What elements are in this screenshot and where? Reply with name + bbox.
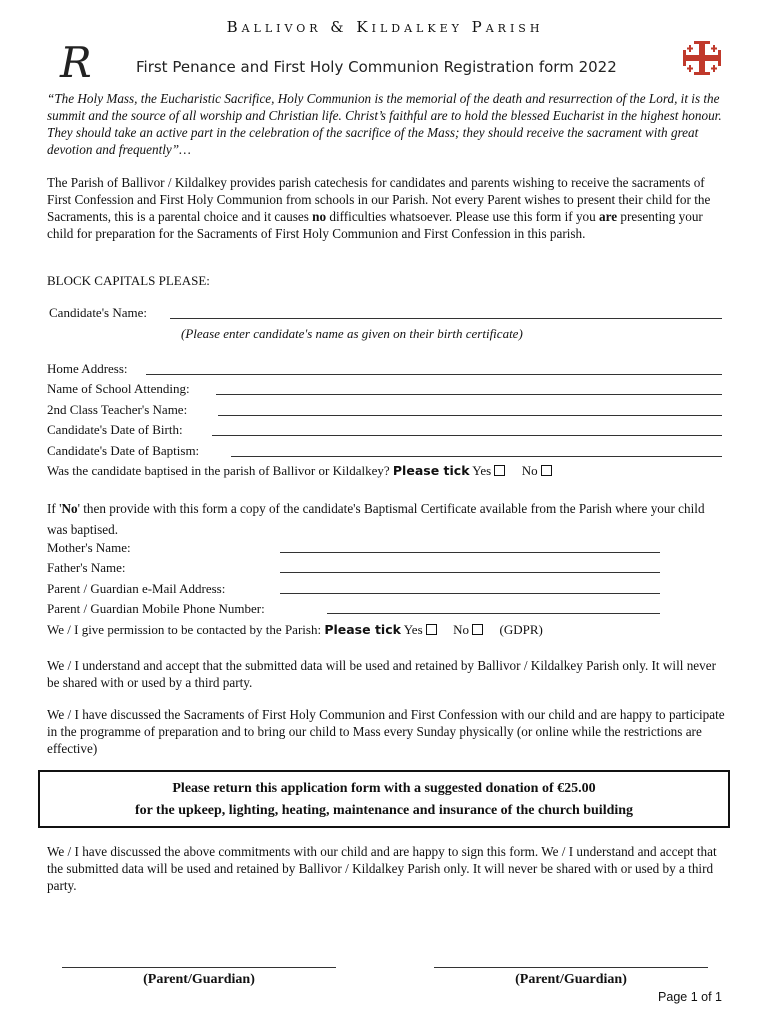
intro-are-emphasis: are xyxy=(599,209,618,224)
candidate-name-field[interactable] xyxy=(170,318,722,319)
father-name-field[interactable] xyxy=(280,572,660,573)
parish-name: Ballivor & Kildalkey Parish xyxy=(226,18,544,36)
baptised-in-parish-question: Was the candidate baptised in the parish of Ballivor or Kildalkey? Please tick Yes No xyxy=(47,463,552,479)
candidate-name-label: Candidate's Name: xyxy=(49,305,148,320)
donation-line-2: for the upkeep, lighting, heating, maintenance and insurance of the church building xyxy=(134,803,634,818)
baptism-date-field[interactable] xyxy=(231,456,722,457)
dob-field[interactable] xyxy=(212,435,722,436)
email-field[interactable] xyxy=(280,593,660,594)
intro-paragraph: The Parish of Ballivor / Kildalkey provides parish catechesis for candidates and parents wishing to receive the sacraments of First Confession and First Holy Communion from schools in our Parish. Not every Parent wishes to present their child for the Sacraments, this is a parental choice and it causes no difficulties whatsoever. Please use this form if you are presenting your child for preparation for the Sacraments of First Holy Communion and First Confession in this parish. xyxy=(47,175,711,241)
jerusalem-cross-icon xyxy=(680,38,724,78)
mother-name-field[interactable] xyxy=(280,552,660,553)
baptised-no-checkbox[interactable] xyxy=(541,465,552,476)
home-address-label: Home Address: xyxy=(47,361,128,376)
final-statement: We / I have discussed the above commitments with our child and are happy to sign this form. We / I understand and accept that the submitted data will be used and retained by Ballivor / Kildalkey Parish only. It will never be shared with or used by a third party. xyxy=(47,844,717,893)
signature-label-right: (Parent/Guardian) xyxy=(515,972,627,987)
baptism-date-label: Candidate's Date of Baptism: xyxy=(47,443,200,458)
intro-no-emphasis: no xyxy=(312,209,327,224)
signature-line-left[interactable] xyxy=(62,967,336,968)
parish-logo: R xyxy=(60,38,92,87)
candidate-name-note: (Please enter candidate's name as given on their birth certificate) xyxy=(181,326,523,341)
school-label: Name of School Attending: xyxy=(47,381,190,396)
school-field[interactable] xyxy=(216,394,722,395)
teacher-field[interactable] xyxy=(218,415,722,416)
permission-no-checkbox[interactable] xyxy=(472,624,483,635)
signature-label-left: (Parent/Guardian) xyxy=(143,972,255,987)
father-name-label: Father's Name: xyxy=(47,560,126,575)
page-number: Page 1 of 1 xyxy=(658,990,722,1004)
dob-label: Candidate's Date of Birth: xyxy=(47,422,183,437)
phone-label: Parent / Guardian Mobile Phone Number: xyxy=(47,601,265,616)
email-label: Parent / Guardian e-Mail Address: xyxy=(47,581,226,596)
mother-name-label: Mother's Name: xyxy=(47,540,131,555)
baptismal-cert-note: If 'No' then provide with this form a copy of the candidate's Baptismal Certificate available from the Parish where your child was baptised. xyxy=(47,501,705,537)
donation-box xyxy=(38,770,730,828)
baptised-yes-checkbox[interactable] xyxy=(494,465,505,476)
eucharist-quote: “The Holy Mass, the Eucharistic Sacrifice, Holy Communion is the memorial of the death and resurrection of the Lord, it is the summit and the source of all worship and Christian life. Christ’s faithful are to hold the blessed Eucharist in the highest honour. They should take an active part in the celebration of the sacrifice of the Mass; they should receive the sacrament with great devotion and frequently”… xyxy=(47,91,722,157)
contact-permission: We / I give permission to be contacted by the Parish: Please tick Yes No (GDPR) xyxy=(47,622,543,637)
block-capitals-note: BLOCK CAPITALS PLEASE: xyxy=(47,273,210,288)
home-address-field[interactable] xyxy=(146,374,722,375)
permission-yes-checkbox[interactable] xyxy=(426,624,437,635)
form-title: First Penance and First Holy Communion Registration form 2022 xyxy=(136,58,617,76)
signature-line-right[interactable] xyxy=(434,967,708,968)
phone-field[interactable] xyxy=(327,613,660,614)
data-usage-statement: We / I understand and accept that the submitted data will be used and retained by Ballivor / Kildalkey Parish only. It will never be shared with or used by a third party. xyxy=(47,658,716,690)
sacraments-discussed-statement: We / I have discussed the Sacraments of First Holy Communion and First Confession with our child and are happy to participate in the programme of preparation and to bring our child to Mass every Sunday physically (or online while the restrictions are effective) xyxy=(47,707,725,756)
donation-line-1: Please return this application form with a suggested donation of €25.00 xyxy=(172,781,596,796)
teacher-label: 2nd Class Teacher's Name: xyxy=(47,402,188,417)
